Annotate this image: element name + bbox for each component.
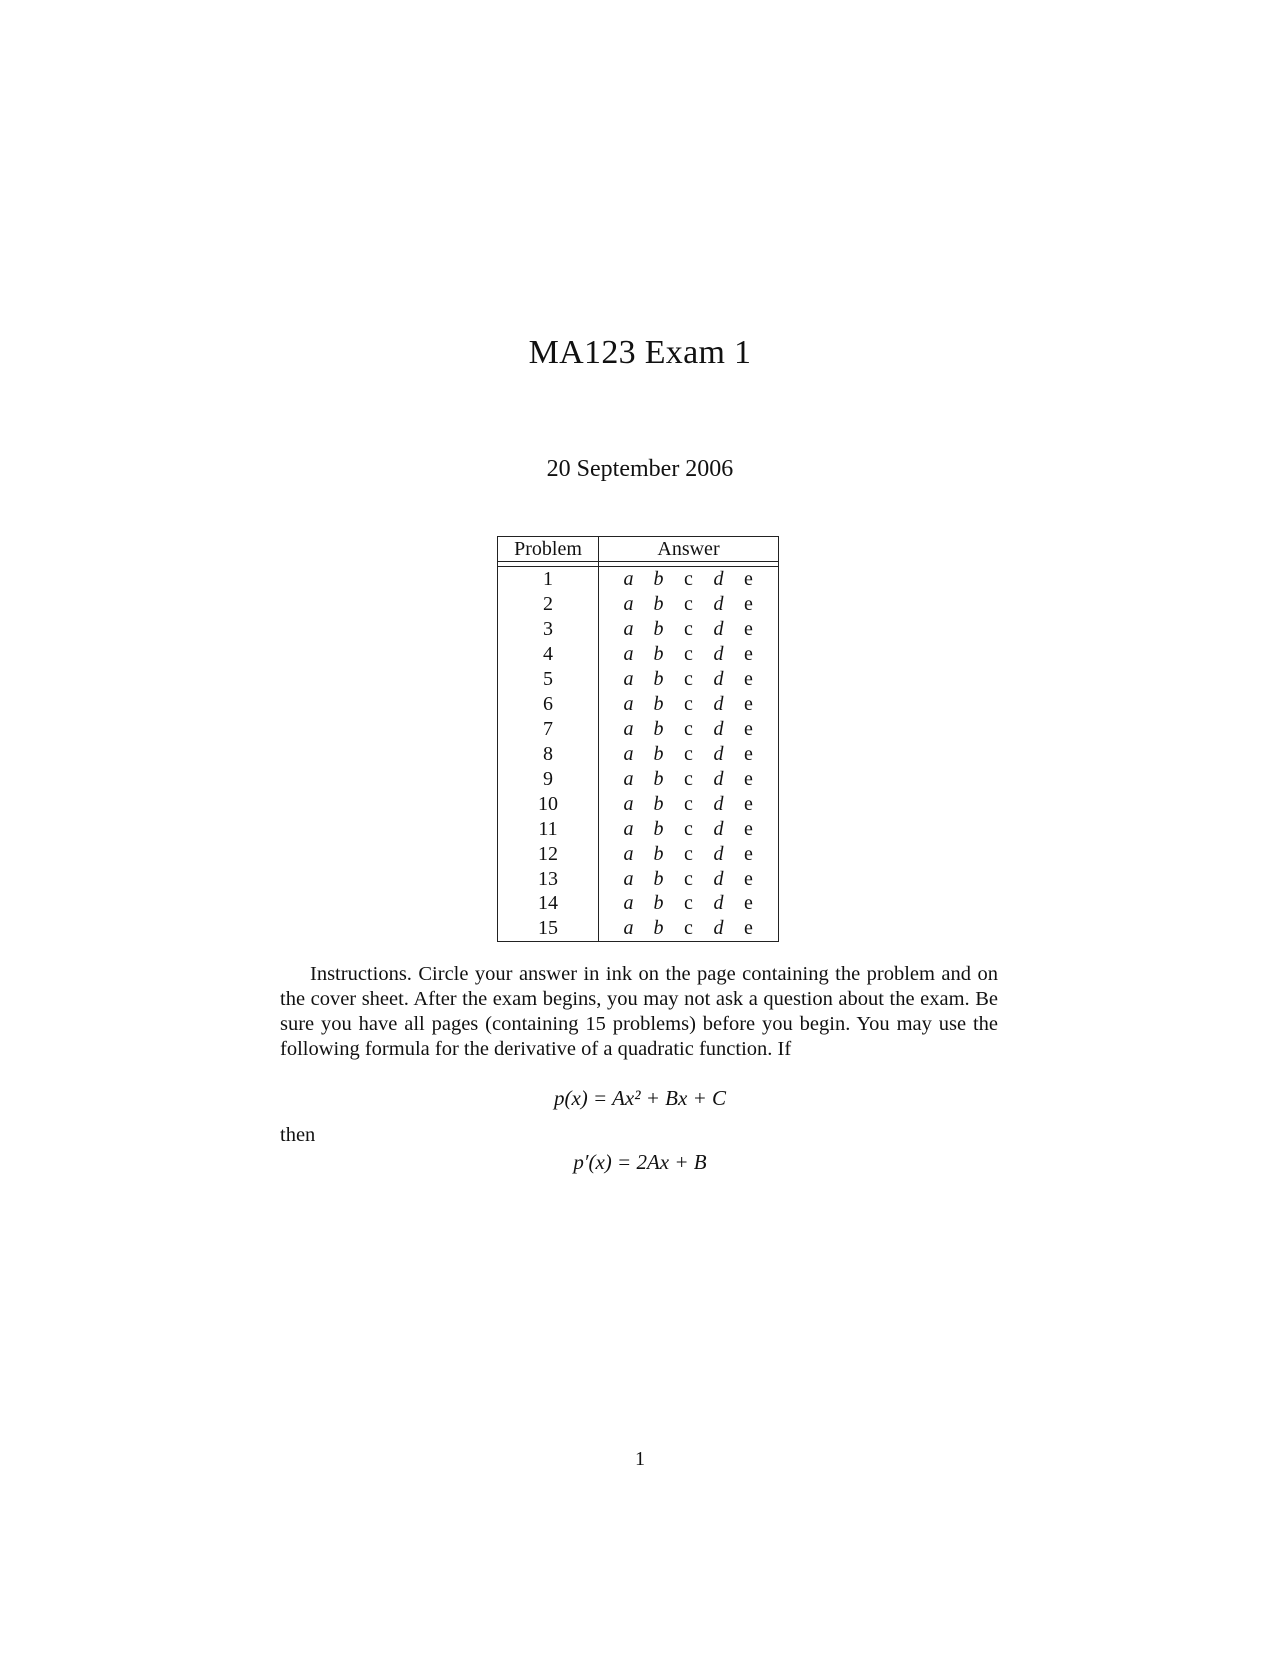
page-number: 1 [635,1448,645,1470]
answer-choice-b[interactable]: b [653,767,664,790]
answer-choice-a[interactable]: a [623,817,634,840]
answer-choice-c[interactable]: c [684,568,693,591]
answer-choice-a[interactable]: a [623,668,634,691]
answer-choice-c[interactable]: c [684,767,693,790]
exam-date: 20 September 2006 [546,456,734,482]
answer-choices [599,617,778,641]
answer-choice-d[interactable]: d [713,742,724,765]
problem-number: 15 [498,916,599,941]
table-row [498,692,779,717]
problem-number: 6 [498,692,599,717]
problem-number: 1 [498,567,599,592]
answer-choice-b[interactable]: b [653,593,664,616]
answer-choice-b[interactable]: b [653,842,664,865]
answer-choice-b[interactable]: b [653,867,664,890]
answer-choice-e[interactable]: e [744,693,753,716]
answer-table [497,536,779,942]
answer-choice-e[interactable]: e [744,593,753,616]
answer-choice-e[interactable]: e [744,717,753,740]
answer-choice-e[interactable]: e [744,867,753,890]
answer-choice-c[interactable]: c [684,693,693,716]
answer-choice-a[interactable]: a [623,742,634,765]
answer-choice-a[interactable]: a [623,717,634,740]
derivative-formula: p′(x) = 2Ax + B [573,1150,707,1174]
answer-choice-a[interactable]: a [623,842,634,865]
exam-title: MA123 Exam 1 [528,334,752,371]
answer-choices [599,916,778,940]
answer-choice-b[interactable]: b [653,917,664,940]
answer-choice-d[interactable]: d [713,618,724,641]
answer-choice-a[interactable]: a [623,867,634,890]
table-row [498,741,779,766]
answer-choice-c[interactable]: c [684,917,693,940]
answer-choice-b[interactable]: b [653,643,664,666]
answer-choice-d[interactable]: d [713,817,724,840]
answer-choice-a[interactable]: a [623,792,634,815]
answer-choices-cell [599,642,779,667]
answer-choice-e[interactable]: e [744,767,753,790]
problem-number: 9 [498,766,599,791]
answer-choices [599,817,778,841]
answer-choice-e[interactable]: e [744,892,753,915]
answer-choice-a[interactable]: a [623,643,634,666]
answer-choices-cell [599,866,779,891]
answer-choice-c[interactable]: c [684,717,693,740]
answer-choices-cell [599,791,779,816]
problem-number: 5 [498,667,599,692]
answer-choice-d[interactable]: d [713,717,724,740]
answer-choices [599,642,778,666]
answer-choice-a[interactable]: a [623,618,634,641]
problem-number: 3 [498,617,599,642]
answer-choices-cell [599,841,779,866]
answer-choice-a[interactable]: a [623,693,634,716]
answer-choice-d[interactable]: d [713,892,724,915]
table-row [498,766,779,791]
answer-choices-cell [599,717,779,742]
answer-choice-b[interactable]: b [653,892,664,915]
answer-choice-a[interactable]: a [623,568,634,591]
answer-choice-e[interactable]: e [744,842,753,865]
answer-choice-e[interactable]: e [744,643,753,666]
answer-choice-e[interactable]: e [744,817,753,840]
answer-choices-cell [599,592,779,617]
answer-choice-a[interactable]: a [623,917,634,940]
answer-choice-b[interactable]: b [653,742,664,765]
answer-choice-a[interactable]: a [623,892,634,915]
table-row [498,717,779,742]
answer-choices [599,767,778,791]
answer-choices [599,567,778,591]
table-row [498,642,779,667]
answer-choice-d[interactable]: d [713,643,724,666]
answer-choices [599,667,778,691]
answer-choices [599,742,778,766]
problem-number: 4 [498,642,599,667]
problem-number: 11 [498,816,599,841]
answer-table-body [498,562,779,942]
problem-number: 7 [498,717,599,742]
table-row [498,667,779,692]
answer-choice-b[interactable]: b [653,693,664,716]
answer-choices-cell [599,567,779,592]
answer-choice-d[interactable]: d [713,568,724,591]
answer-choices-cell [599,816,779,841]
table-row [498,791,779,816]
answer-choice-c[interactable]: c [684,867,693,890]
answer-choice-d[interactable]: d [713,917,724,940]
table-row [498,866,779,891]
answer-table-container [497,536,779,942]
answer-choice-b[interactable]: b [653,618,664,641]
answer-choice-d[interactable]: d [713,693,724,716]
answer-choices-cell [599,916,779,941]
table-row [498,916,779,941]
answer-choice-e[interactable]: e [744,742,753,765]
answer-choice-c[interactable]: c [684,618,693,641]
answer-choice-b[interactable]: b [653,568,664,591]
then-label: then [280,1124,316,1146]
problem-number: 13 [498,866,599,891]
answer-choice-c[interactable]: c [684,742,693,765]
quadratic-formula: p(x) = Ax² + Bx + C [553,1086,727,1110]
answer-choices [599,842,778,866]
answer-choices [599,867,778,891]
answer-choice-c[interactable]: c [684,792,693,815]
answer-choice-c[interactable]: c [684,643,693,666]
answer-choice-b[interactable]: b [653,792,664,815]
answer-choice-a[interactable]: a [623,593,634,616]
table-row [498,891,779,916]
answer-choice-e[interactable]: e [744,917,753,940]
answer-choice-b[interactable]: b [653,717,664,740]
answer-choice-b[interactable]: b [653,668,664,691]
problem-number: 8 [498,741,599,766]
table-row [498,841,779,866]
problem-number: 14 [498,891,599,916]
answer-choice-e[interactable]: e [744,668,753,691]
answer-choices-cell [599,617,779,642]
answer-choices [599,717,778,741]
answer-choices [599,792,778,816]
answer-choice-c[interactable]: c [684,668,693,691]
problem-column-header: Problem [498,537,599,562]
answer-choice-c[interactable]: c [684,593,693,616]
answer-choices-cell [599,667,779,692]
answer-choice-c[interactable]: c [684,817,693,840]
answer-choice-d[interactable]: d [713,842,724,865]
answer-choices [599,891,778,915]
answer-choices-cell [599,741,779,766]
answer-choice-d[interactable]: d [713,792,724,815]
answer-choices [599,592,778,616]
answer-choice-d[interactable]: d [713,668,724,691]
answer-choice-b[interactable]: b [653,817,664,840]
answer-column-header: Answer [599,537,779,562]
problem-number: 10 [498,791,599,816]
table-row [498,816,779,841]
table-row [498,592,779,617]
problem-number: 2 [498,592,599,617]
answer-choice-e[interactable]: e [744,568,753,591]
answer-choices-cell [599,891,779,916]
answer-choice-d[interactable]: d [713,767,724,790]
answer-choices-cell [599,692,779,717]
table-row [498,567,779,592]
problem-number: 12 [498,841,599,866]
answer-choice-e[interactable]: e [744,792,753,815]
answer-choices-cell [599,766,779,791]
answer-choice-c[interactable]: c [684,892,693,915]
answer-choice-d[interactable]: d [713,867,724,890]
table-row [498,617,779,642]
answer-choice-a[interactable]: a [623,767,634,790]
answer-choice-e[interactable]: e [744,618,753,641]
answer-choices [599,692,778,716]
answer-choice-c[interactable]: c [684,842,693,865]
instructions-paragraph: Instructions. Circle your answer in ink on the page containing the problem and on the cover sheet. After the exam begins, you may not ask a question about the exam. Be sure you have all pages (containing 15 problems) before you begin. You may use the following formula for the derivative of a quadratic function. If [280,963,998,1060]
answer-choice-d[interactable]: d [713,593,724,616]
